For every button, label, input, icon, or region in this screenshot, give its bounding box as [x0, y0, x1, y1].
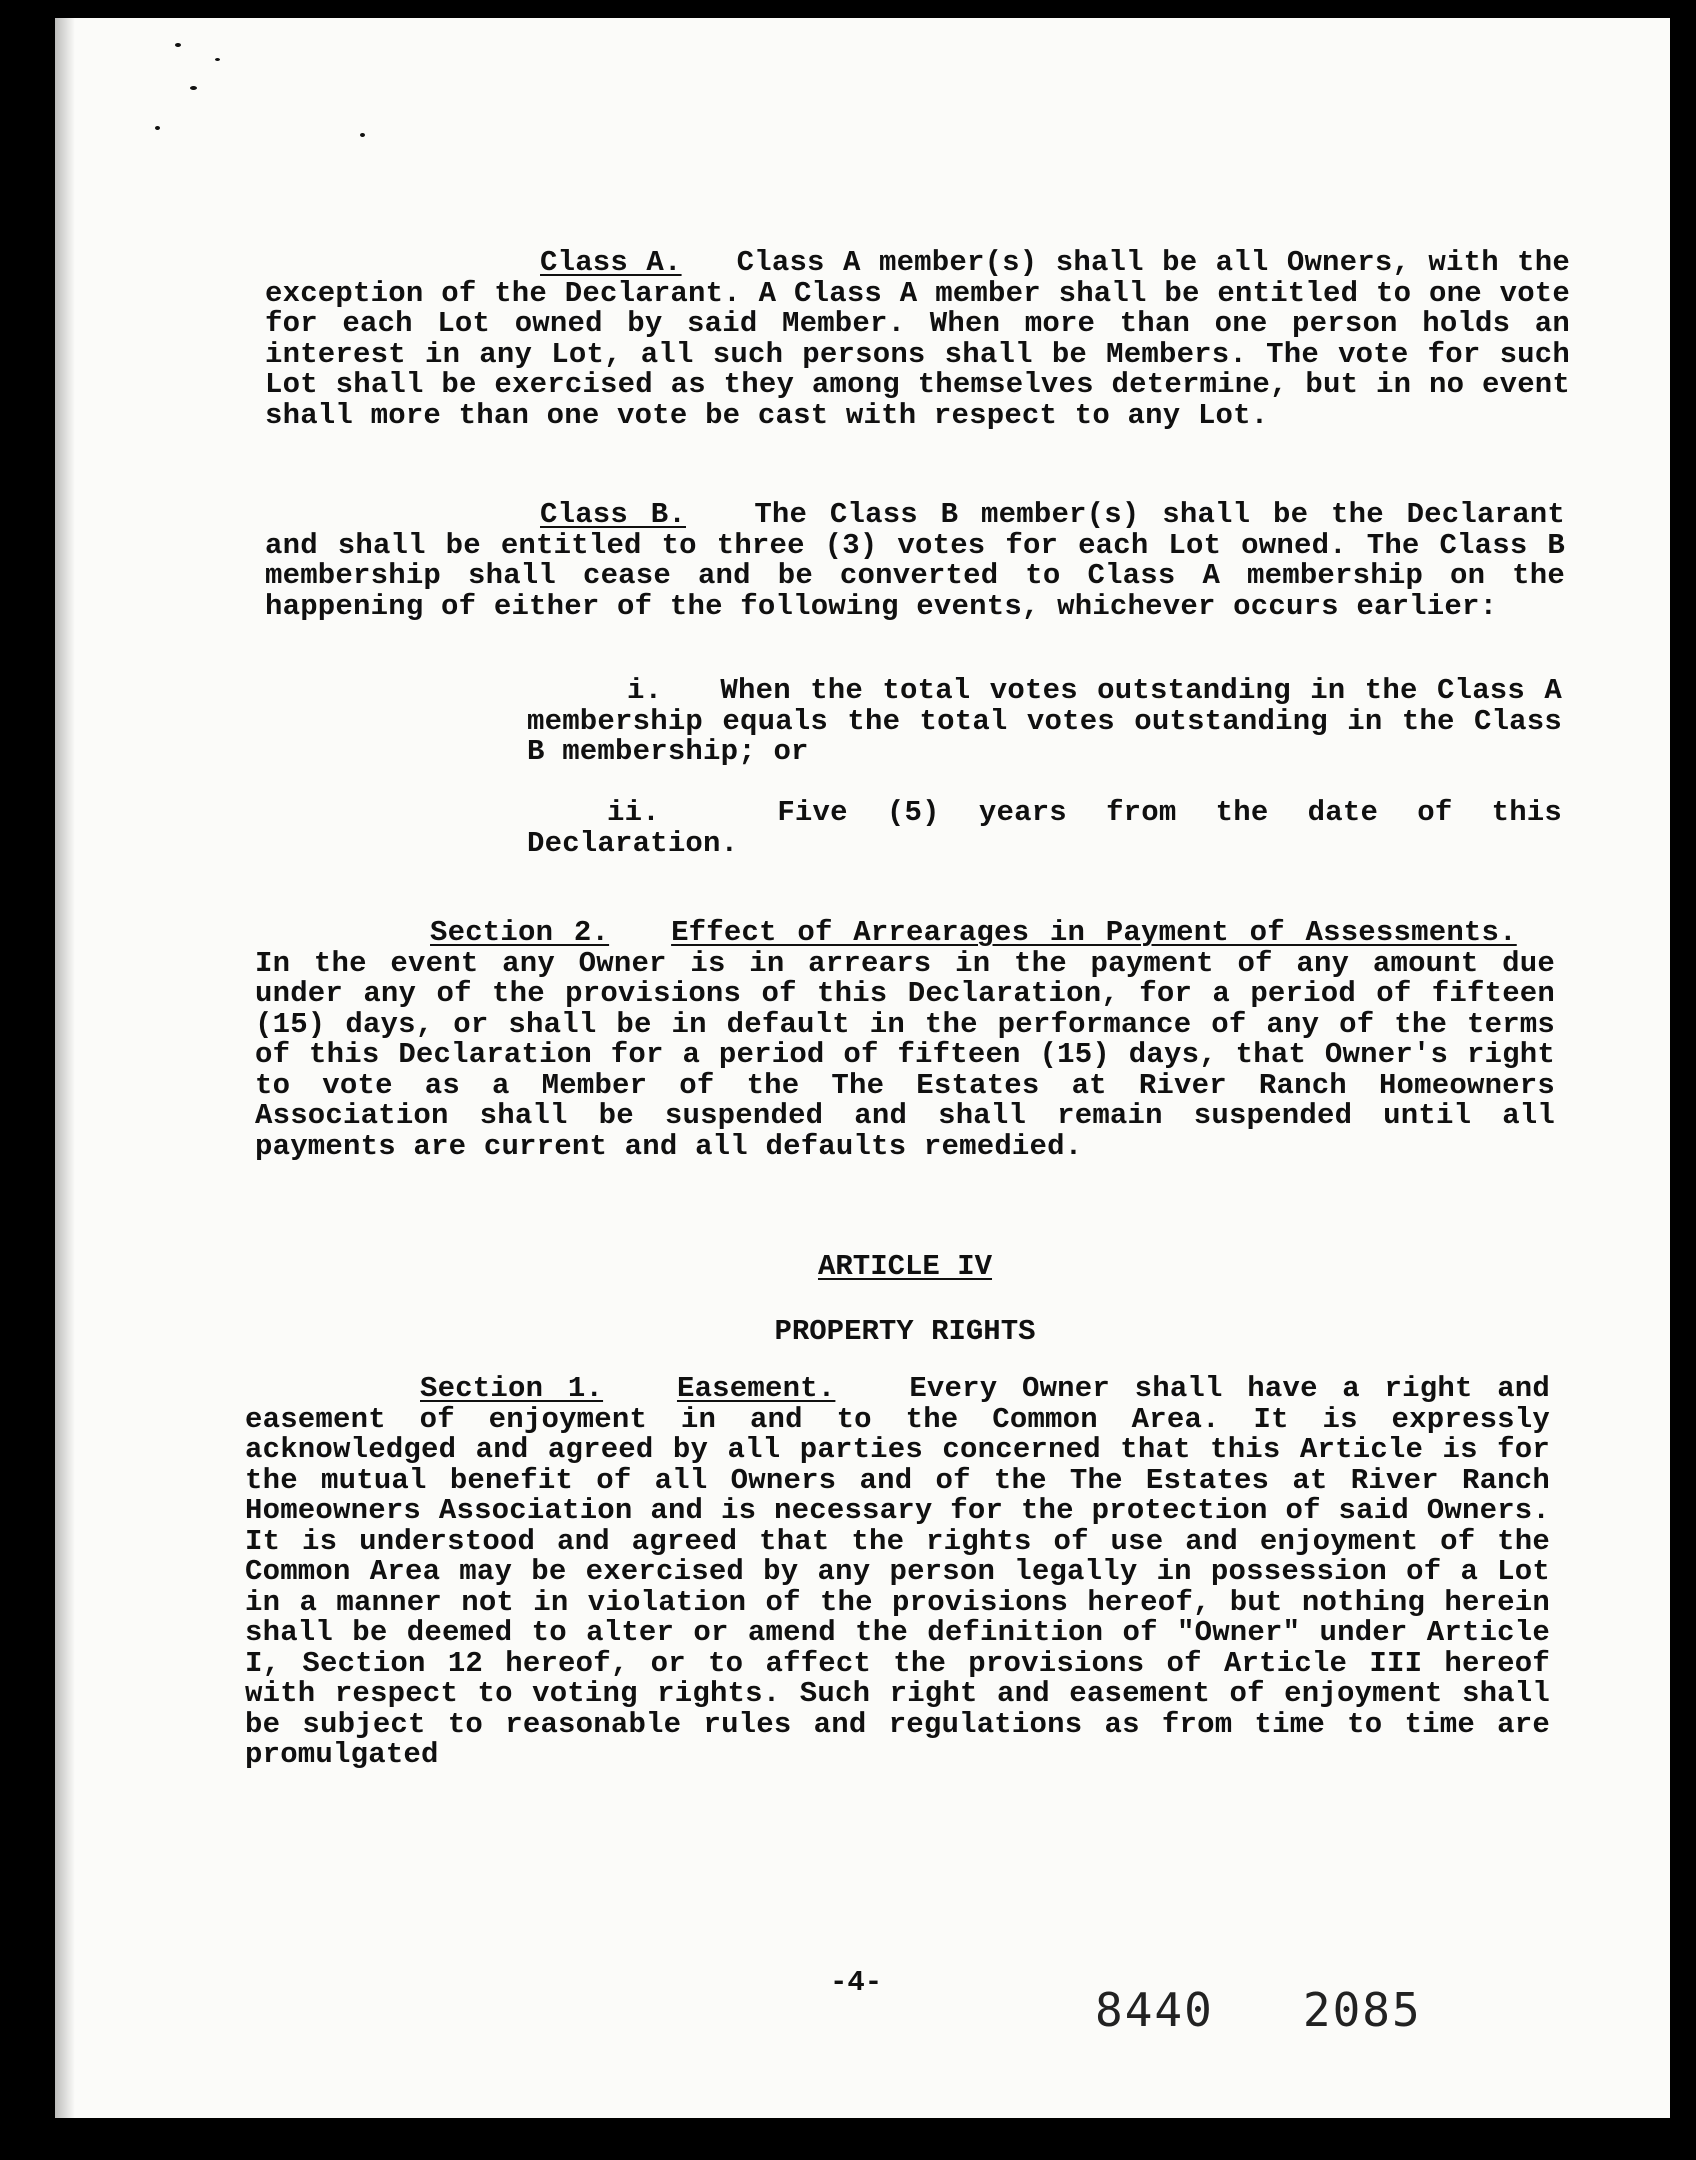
class-b-heading: Class B. — [540, 498, 686, 531]
scan-speck — [215, 58, 220, 61]
stamp-book-number: 8440 — [1095, 1983, 1214, 2037]
document-page — [55, 18, 1670, 2118]
stamp-page-number: 2085 — [1302, 1983, 1422, 2037]
scan-speck — [175, 43, 181, 47]
list-item-marker: i. — [627, 674, 663, 707]
class-b-list-item — [527, 676, 1562, 768]
class-a-paragraph — [265, 248, 1570, 431]
section-1-heading: Section 1. — [420, 1372, 604, 1405]
section-2-title: Effect of Arrearages in Payment of Assessments. — [671, 916, 1517, 949]
section-2-paragraph — [255, 918, 1555, 1162]
list-item-marker: ii. — [607, 796, 660, 829]
class-b-text: The Class B member(s) shall be the Declarant and shall be entitled to three (3) votes for each Lot owned. The Class B membership shall cease and be converted to Class A membership on the happening of either of the following events, whichever occurs earlier: — [265, 498, 1566, 623]
section-2-text: In the event any Owner is in arrears in the payment of any amount due under any of the provisions of this Declaration, for a period of fifteen (15) days, or shall be in default in the performance of any of the terms of this Declaration for a period of fifteen (15) days, that Owner's right to vote as a Member of the The Estates at River Ranch Homeowners Association shall be suspended and shall remain suspended until all payments are current and all defaults remedied. — [255, 946, 1555, 1163]
section-2-heading: Section 2. — [430, 916, 610, 949]
section-1-text: Every Owner shall have a right and easement of enjoyment in and to the Common Area. It is expressly acknowledged and agreed by all parties concerned that this Article is for the mutual benefit of all Owners and of the The Estates at River Ranch Homeowners Association and is necessary for the protection of said Owners. It is understood and agreed that the rights of use and enjoyment of the Common Area may be exercised by any person legally in possession of a Lot in a manner not in violation of the provisions hereof, but nothing herein shall be deemed to alter or amend the definition of "Owner" under Article I, Section 12 hereof, or to affect the provisions of Article III hereof with respect to voting rights. Such right and easement of enjoyment shall be subject to reasonable rules and regulations as from time to time are promulgated — [245, 1372, 1550, 1771]
article-number: ARTICLE IV — [817, 1250, 993, 1283]
class-b-list-item — [527, 798, 1562, 859]
list-item-text: Five (5) years from the date of this Declaration. — [527, 796, 1563, 860]
section-1-title: Easement. — [676, 1372, 836, 1405]
article-title: PROPERTY RIGHTS — [774, 1315, 1036, 1348]
scan-speck — [360, 133, 365, 137]
scan-speck — [190, 86, 197, 90]
list-item-text: When the total votes outstanding in the Class A membership equals the total votes outstanding in the Class B membership; or — [527, 674, 1562, 768]
section-1-paragraph — [245, 1374, 1550, 1771]
recording-stamp — [1095, 1983, 1422, 2037]
scan-speck — [155, 126, 160, 130]
class-a-text: Class A member(s) shall be all Owners, with the exception of the Declarant. A Class A member shall be entitled to one vote for each Lot owned by said Member. When more than one person holds an interest in any Lot, all such persons shall be Members. The vote for such Lot shall be exercised as they among themselves determine, but in no event shall more than one vote be cast with respect to any Lot. — [265, 246, 1570, 432]
page-number: -4- — [830, 1966, 883, 1999]
class-a-heading: Class A. — [540, 246, 682, 279]
class-b-paragraph — [265, 500, 1565, 622]
